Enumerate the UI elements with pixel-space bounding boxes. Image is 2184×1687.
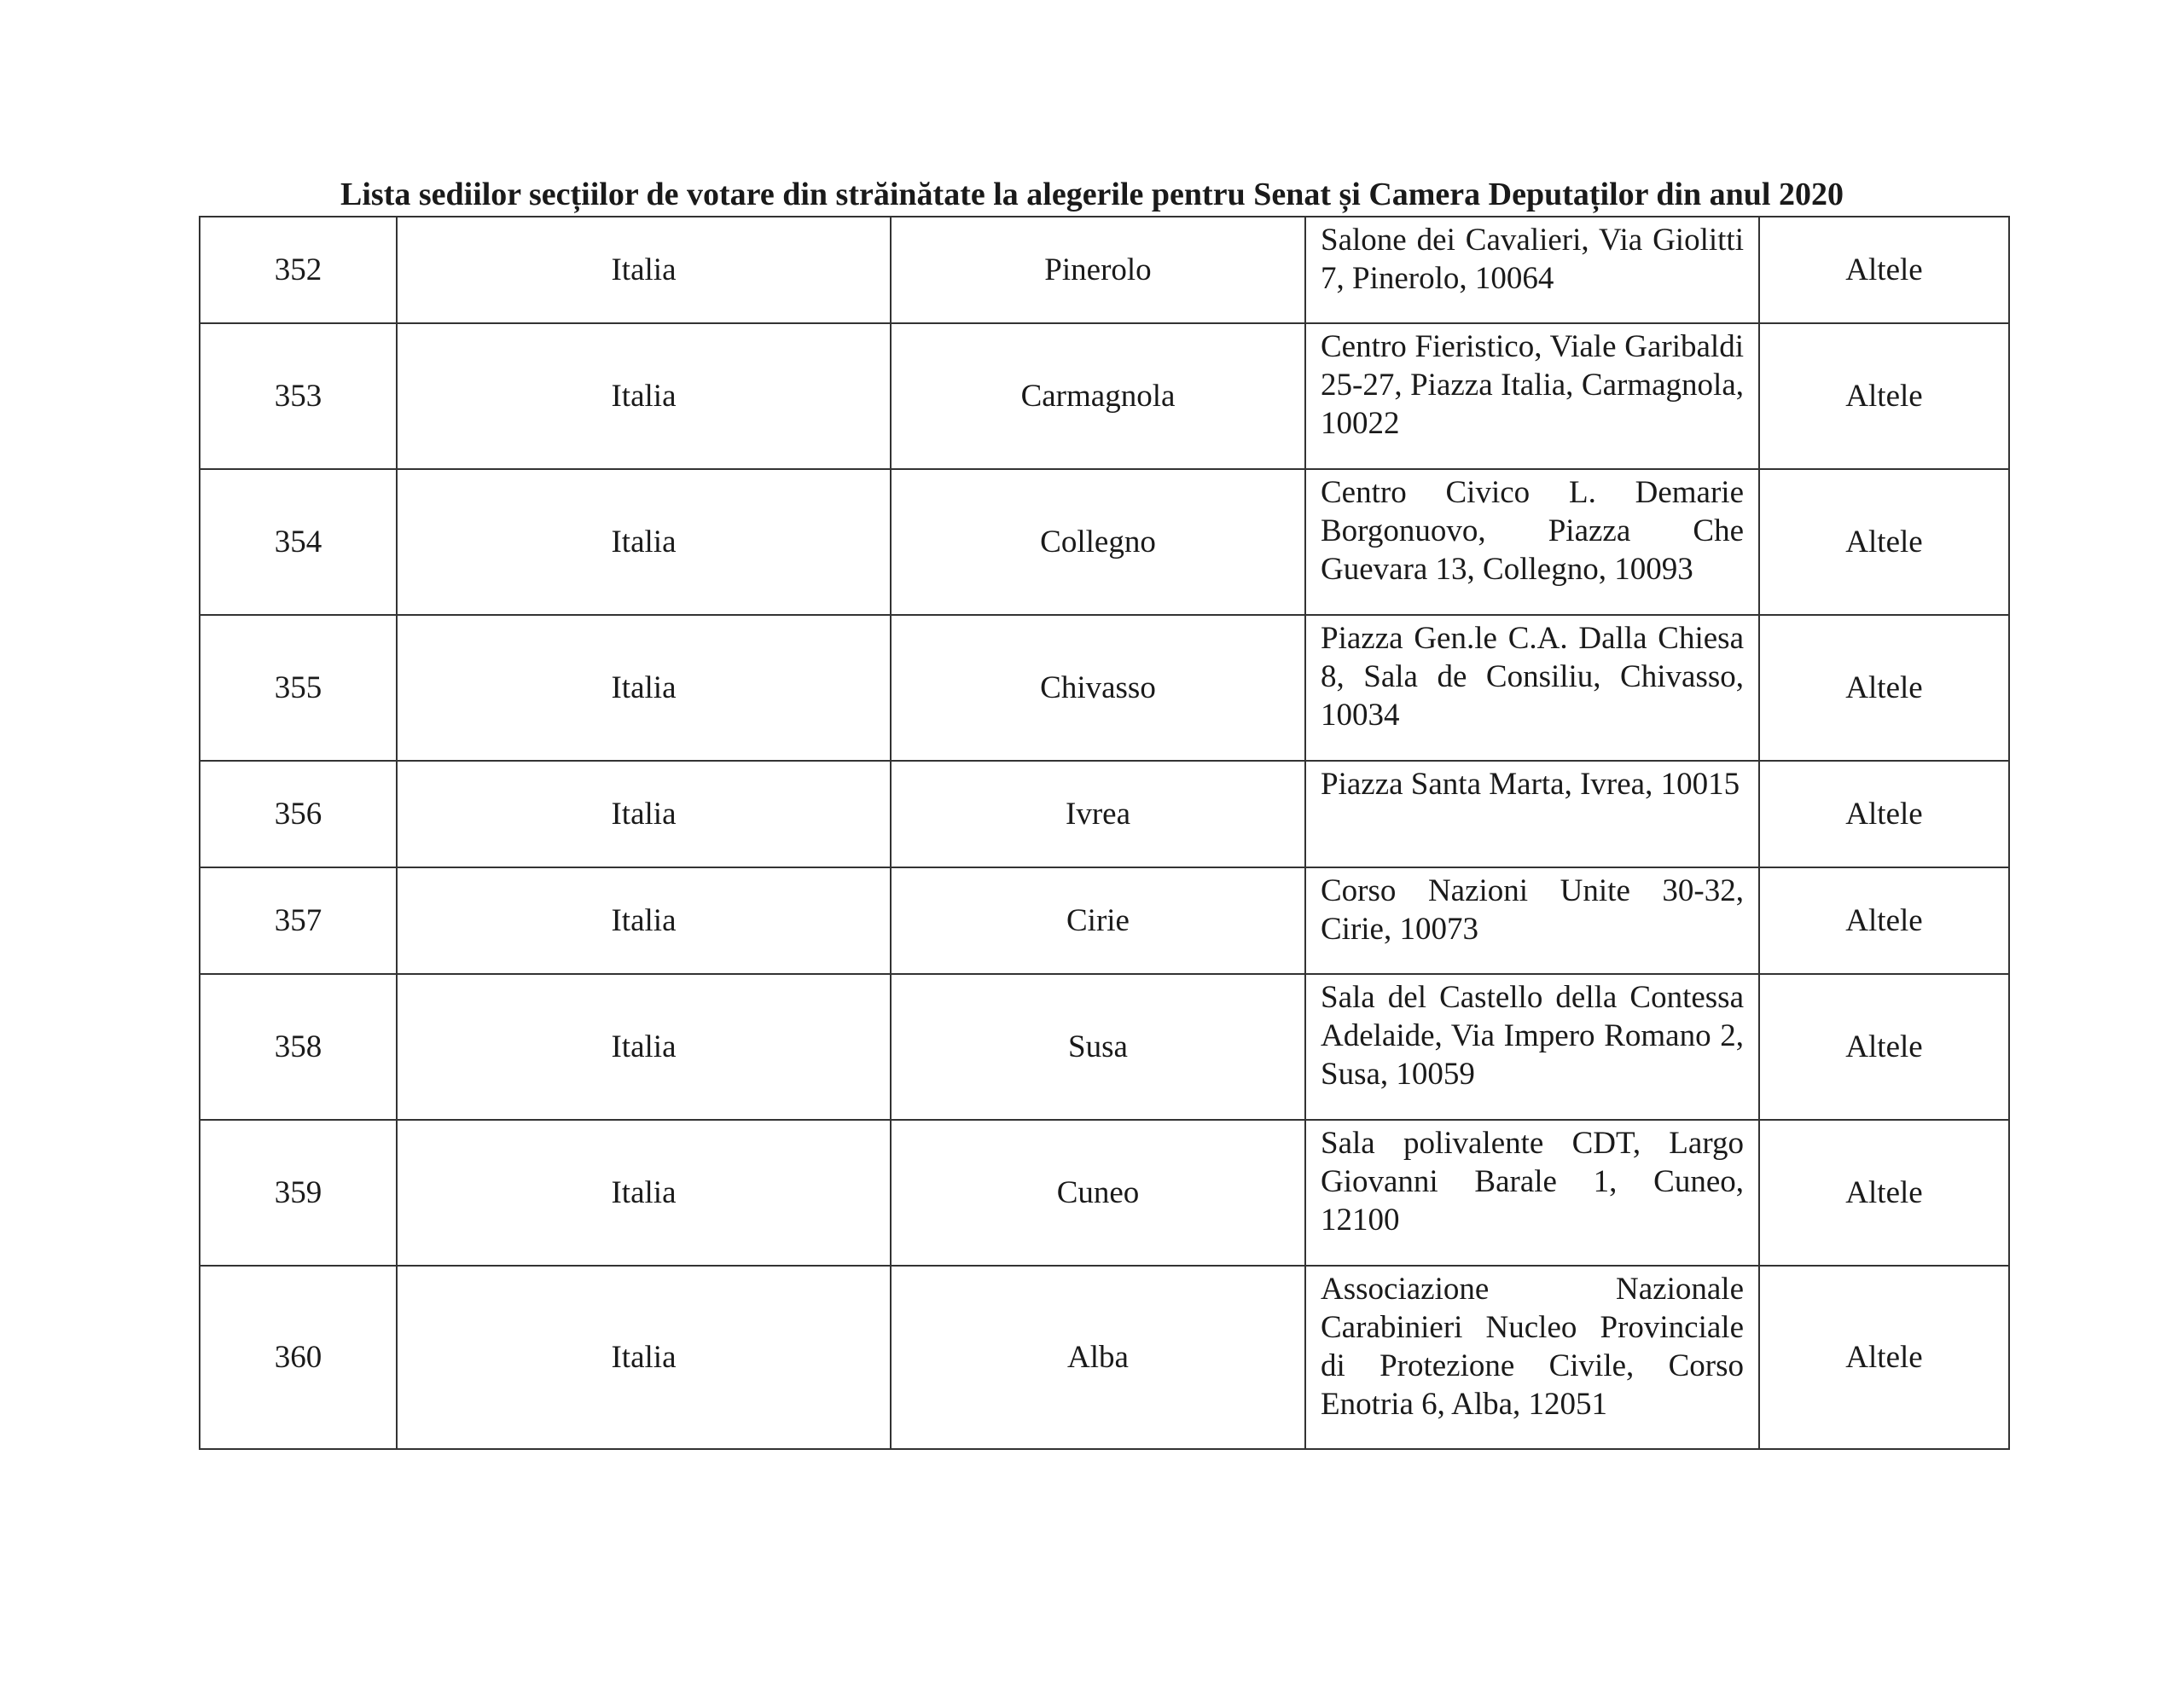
type-cell: Altele xyxy=(1759,615,2009,761)
table-row xyxy=(200,615,2009,761)
address-cell: Sala polivalente CDT, Largo Giovanni Barale 1, Cuneo, 12100 xyxy=(1305,1120,1759,1266)
city-cell: Carmagnola xyxy=(891,323,1305,469)
document-title: Lista sediilor secțiilor de votare din străinătate la alegerile pentru Senat și Camera Deputaților din anul 2020 xyxy=(340,177,1844,212)
city-cell: Pinerolo xyxy=(891,217,1305,323)
section-number-cell: 360 xyxy=(200,1266,397,1449)
type-cell: Altele xyxy=(1759,323,2009,469)
table-row xyxy=(200,867,2009,974)
address-cell: Centro Civico L. Demarie Borgonuovo, Piazza Che Guevara 13, Collegno, 10093 xyxy=(1305,469,1759,615)
address-cell: Associazione Nazionale Carabinieri Nucleo Provinciale di Protezione Civile, Corso Enotria 6, Alba, 12051 xyxy=(1305,1266,1759,1449)
table-row xyxy=(200,974,2009,1120)
address-cell: Corso Nazioni Unite 30-32, Cirie, 10073 xyxy=(1305,867,1759,974)
polling-stations-table xyxy=(199,216,2010,1450)
country-cell: Italia xyxy=(397,323,891,469)
country-cell: Italia xyxy=(397,217,891,323)
city-cell: Susa xyxy=(891,974,1305,1120)
section-number-cell: 356 xyxy=(200,761,397,867)
city-cell: Chivasso xyxy=(891,615,1305,761)
table-row xyxy=(200,761,2009,867)
type-cell: Altele xyxy=(1759,974,2009,1120)
section-number-cell: 359 xyxy=(200,1120,397,1266)
address-cell: Sala del Castello della Contessa Adelaide, Via Impero Romano 2, Susa, 10059 xyxy=(1305,974,1759,1120)
polling-stations-table-container xyxy=(199,216,2008,1450)
type-cell: Altele xyxy=(1759,1120,2009,1266)
country-cell: Italia xyxy=(397,615,891,761)
type-cell: Altele xyxy=(1759,469,2009,615)
table-row xyxy=(200,1120,2009,1266)
type-cell: Altele xyxy=(1759,867,2009,974)
address-cell: Centro Fieristico, Viale Garibaldi 25-27, Piazza Italia, Carmagnola, 10022 xyxy=(1305,323,1759,469)
section-number-cell: 357 xyxy=(200,867,397,974)
address-cell: Salone dei Cavalieri, Via Giolitti 7, Pinerolo, 10064 xyxy=(1305,217,1759,323)
table-row xyxy=(200,469,2009,615)
country-cell: Italia xyxy=(397,1266,891,1449)
section-number-cell: 352 xyxy=(200,217,397,323)
section-number-cell: 353 xyxy=(200,323,397,469)
city-cell: Collegno xyxy=(891,469,1305,615)
city-cell: Cuneo xyxy=(891,1120,1305,1266)
country-cell: Italia xyxy=(397,974,891,1120)
city-cell: Alba xyxy=(891,1266,1305,1449)
country-cell: Italia xyxy=(397,761,891,867)
section-number-cell: 355 xyxy=(200,615,397,761)
type-cell: Altele xyxy=(1759,1266,2009,1449)
type-cell: Altele xyxy=(1759,217,2009,323)
section-number-cell: 358 xyxy=(200,974,397,1120)
section-number-cell: 354 xyxy=(200,469,397,615)
address-cell: Piazza Santa Marta, Ivrea, 10015 xyxy=(1305,761,1759,867)
country-cell: Italia xyxy=(397,469,891,615)
country-cell: Italia xyxy=(397,1120,891,1266)
address-cell: Piazza Gen.le C.A. Dalla Chiesa 8, Sala de Consiliu, Chivasso, 10034 xyxy=(1305,615,1759,761)
table-row xyxy=(200,1266,2009,1449)
city-cell: Cirie xyxy=(891,867,1305,974)
table-row xyxy=(200,217,2009,323)
type-cell: Altele xyxy=(1759,761,2009,867)
table-row xyxy=(200,323,2009,469)
country-cell: Italia xyxy=(397,867,891,974)
city-cell: Ivrea xyxy=(891,761,1305,867)
